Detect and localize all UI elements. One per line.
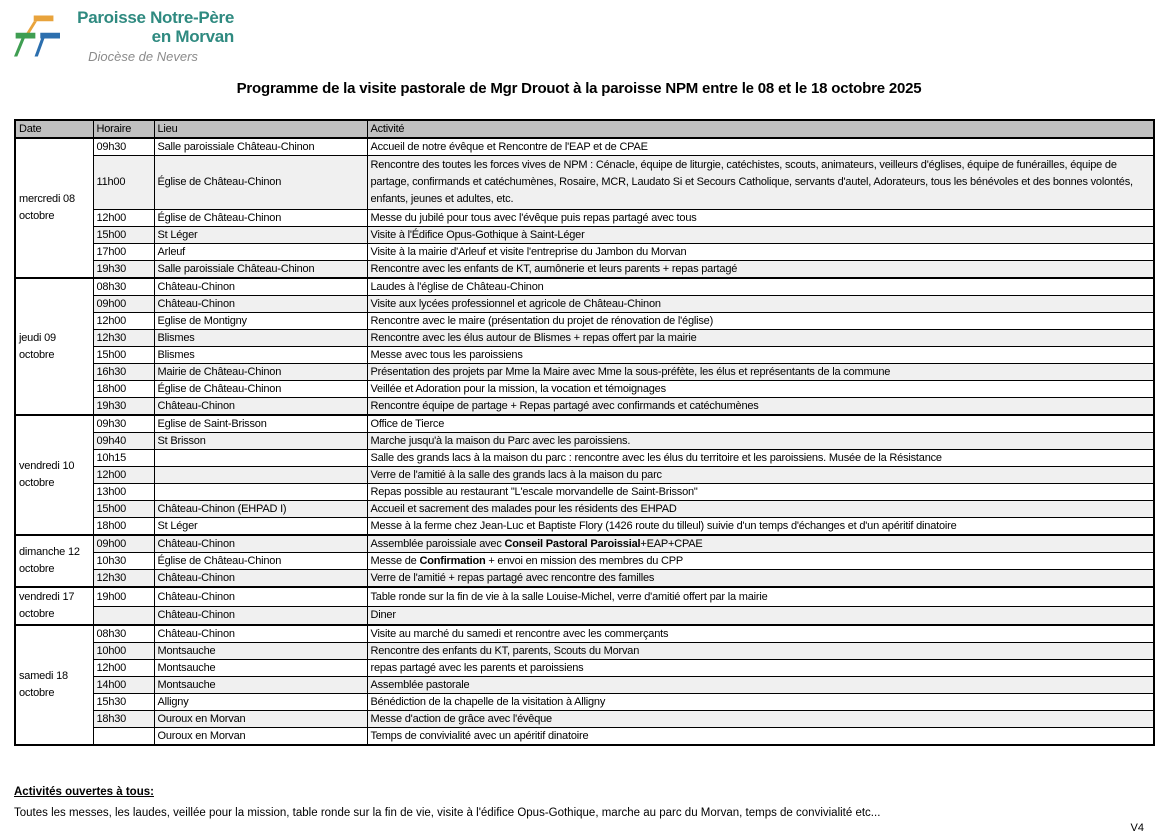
activity-cell: Rencontre des enfants du KT, parents, Scouts du Morvan bbox=[367, 643, 1154, 660]
time-cell: 09h00 bbox=[93, 296, 154, 313]
table-row bbox=[15, 450, 1154, 467]
table-row bbox=[15, 518, 1154, 536]
table-row bbox=[15, 625, 1154, 643]
activity-cell: repas partagé avec les parents et paroissiens bbox=[367, 660, 1154, 677]
activity-cell: Visite à la mairie d'Arleuf et visite l'entreprise du Jambon du Morvan bbox=[367, 244, 1154, 261]
time-cell: 15h00 bbox=[93, 227, 154, 244]
place-cell: Salle paroissiale Château-Chinon bbox=[154, 261, 367, 279]
time-cell: 13h00 bbox=[93, 484, 154, 501]
time-cell: 19h30 bbox=[93, 261, 154, 279]
col-header-lieu: Lieu bbox=[154, 120, 367, 138]
table-row bbox=[15, 210, 1154, 227]
place-cell: Mairie de Château-Chinon bbox=[154, 364, 367, 381]
table-row bbox=[15, 484, 1154, 501]
place-cell: Château-Chinon bbox=[154, 278, 367, 296]
place-cell: Château-Chinon bbox=[154, 296, 367, 313]
activity-cell: Laudes à l'église de Château-Chinon bbox=[367, 278, 1154, 296]
time-cell bbox=[93, 606, 154, 625]
schedule-table bbox=[14, 119, 1155, 746]
date-cell: vendredi 10 octobre bbox=[15, 415, 93, 535]
table-row bbox=[15, 278, 1154, 296]
time-cell: 12h00 bbox=[93, 210, 154, 227]
activity-cell: Accueil et sacrement des malades pour les résidents des EHPAD bbox=[367, 501, 1154, 518]
place-cell: Église de Château-Chinon bbox=[154, 381, 367, 398]
place-cell bbox=[154, 467, 367, 484]
date-cell: dimanche 12 octobre bbox=[15, 535, 93, 587]
table-row bbox=[15, 467, 1154, 484]
table-row bbox=[15, 501, 1154, 518]
place-cell: Montsauche bbox=[154, 643, 367, 660]
place-cell: Eglise de Montigny bbox=[154, 313, 367, 330]
table-row bbox=[15, 347, 1154, 364]
place-cell: St Brisson bbox=[154, 433, 367, 450]
date-group bbox=[15, 278, 1154, 415]
place-cell: St Léger bbox=[154, 518, 367, 536]
table-row bbox=[15, 138, 1154, 156]
place-cell: Arleuf bbox=[154, 244, 367, 261]
date-group bbox=[15, 138, 1154, 278]
time-cell: 11h00 bbox=[93, 156, 154, 210]
activity-cell: Messe avec tous les paroissiens bbox=[367, 347, 1154, 364]
date-cell: jeudi 09 octobre bbox=[15, 278, 93, 415]
time-cell: 10h30 bbox=[93, 553, 154, 570]
table-row bbox=[15, 313, 1154, 330]
activity-cell: Rencontre équipe de partage + Repas partagé avec confirmands et catéchumènes bbox=[367, 398, 1154, 416]
parish-logo bbox=[12, 6, 252, 68]
time-cell: 09h30 bbox=[93, 138, 154, 156]
parish-name-line2: en Morvan bbox=[151, 27, 234, 46]
table-row bbox=[15, 398, 1154, 416]
place-cell: Église de Château-Chinon bbox=[154, 210, 367, 227]
place-cell bbox=[154, 450, 367, 467]
activity-cell: Rencontre avec les élus autour de Blismes + repas offert par la mairie bbox=[367, 330, 1154, 347]
activity-cell: Rencontre avec le maire (présentation du projet de rénovation de l'église) bbox=[367, 313, 1154, 330]
place-cell: Eglise de Saint-Brisson bbox=[154, 415, 367, 433]
place-cell: Château-Chinon bbox=[154, 570, 367, 588]
activity-cell: Accueil de notre évêque et Rencontre de l'EAP et de CPAE bbox=[367, 138, 1154, 156]
time-cell: 09h30 bbox=[93, 415, 154, 433]
time-cell: 12h00 bbox=[93, 467, 154, 484]
place-cell: Château-Chinon bbox=[154, 398, 367, 416]
table-row bbox=[15, 553, 1154, 570]
table-row bbox=[15, 244, 1154, 261]
place-cell: Château-Chinon bbox=[154, 587, 367, 606]
time-cell: 09h00 bbox=[93, 535, 154, 553]
col-header-horaire: Horaire bbox=[93, 120, 154, 138]
time-cell: 08h30 bbox=[93, 625, 154, 643]
time-cell: 09h40 bbox=[93, 433, 154, 450]
table-row bbox=[15, 364, 1154, 381]
table-row bbox=[15, 677, 1154, 694]
table-row bbox=[15, 660, 1154, 677]
activity-cell: Assemblée paroissiale avec Conseil Pastoral Paroissial+EAP+CPAE bbox=[367, 535, 1154, 553]
time-cell: 15h30 bbox=[93, 694, 154, 711]
activity-cell: Assemblée pastorale bbox=[367, 677, 1154, 694]
activity-cell: Repas possible au restaurant "L'escale morvandelle de Saint-Brisson" bbox=[367, 484, 1154, 501]
time-cell: 10h00 bbox=[93, 643, 154, 660]
activity-cell: Marche jusqu'à la maison du Parc avec les paroissiens. bbox=[367, 433, 1154, 450]
time-cell: 19h00 bbox=[93, 587, 154, 606]
table-row bbox=[15, 711, 1154, 728]
table-row bbox=[15, 261, 1154, 279]
time-cell: 15h00 bbox=[93, 501, 154, 518]
date-cell: vendredi 17 octobre bbox=[15, 587, 93, 625]
date-group bbox=[15, 415, 1154, 535]
activity-cell: Visite à l'Édifice Opus-Gothique à Saint-Léger bbox=[367, 227, 1154, 244]
footer-heading: Activités ouvertes à tous: bbox=[14, 786, 154, 798]
table-row bbox=[15, 694, 1154, 711]
activity-cell: Rencontre avec les enfants de KT, aumônerie et leurs parents + repas partagé bbox=[367, 261, 1154, 279]
place-cell: Ouroux en Morvan bbox=[154, 711, 367, 728]
activity-cell: Rencontre des toutes les forces vives de NPM : Cénacle, équipe de liturgie, catéchistes, scouts, animateurs, veilleurs d'églises, équipe de funérailles, équipe de partage, confirmands et catéchumènes, Rosaire, MCR, Laudato Si et Secours Catholique, servants d'autel, Adorateurs, tous les bénévoles et des bonnes volontés, enfants, jeunes et adultes, etc. bbox=[367, 156, 1154, 210]
diocese-subtitle: Diocèse de Nevers bbox=[88, 49, 198, 64]
place-cell bbox=[154, 484, 367, 501]
time-cell: 18h00 bbox=[93, 381, 154, 398]
activity-cell: Visite au marché du samedi et rencontre avec les commerçants bbox=[367, 625, 1154, 643]
place-cell: Alligny bbox=[154, 694, 367, 711]
table-row bbox=[15, 330, 1154, 347]
table-row bbox=[15, 415, 1154, 433]
time-cell: 12h00 bbox=[93, 313, 154, 330]
activity-cell: Verre de l'amitié à la salle des grands lacs à la maison du parc bbox=[367, 467, 1154, 484]
time-cell: 08h30 bbox=[93, 278, 154, 296]
place-cell: Ouroux en Morvan bbox=[154, 728, 367, 746]
place-cell: Château-Chinon (EHPAD I) bbox=[154, 501, 367, 518]
activity-cell: Messe du jubilé pour tous avec l'évêque puis repas partagé avec tous bbox=[367, 210, 1154, 227]
place-cell: Blismes bbox=[154, 330, 367, 347]
activity-cell: Salle des grands lacs à la maison du parc : rencontre avec les élus du territoire et les paroissiens. Musée de la Résistance bbox=[367, 450, 1154, 467]
footer-text: Toutes les messes, les laudes, veillée pour la mission, table ronde sur la fin de vie, visite à l'édifice Opus-Gothique, marche au parc du Morvan, temps de convivialité etc... bbox=[14, 807, 881, 819]
table-row bbox=[15, 643, 1154, 660]
date-cell: mercredi 08 octobre bbox=[15, 138, 93, 278]
activity-cell: Messe d'action de grâce avec l'évêque bbox=[367, 711, 1154, 728]
place-cell: Château-Chinon bbox=[154, 606, 367, 625]
table-row bbox=[15, 227, 1154, 244]
table-row bbox=[15, 570, 1154, 588]
place-cell: Montsauche bbox=[154, 677, 367, 694]
page-title: Programme de la visite pastorale de Mgr Drouot à la paroisse NPM entre le 08 et le 18 octobre 2025 bbox=[236, 80, 922, 97]
date-cell: samedi 18 octobre bbox=[15, 625, 93, 745]
time-cell: 17h00 bbox=[93, 244, 154, 261]
date-group bbox=[15, 625, 1154, 745]
parish-name-line1: Paroisse Notre-Père bbox=[77, 8, 234, 27]
date-group bbox=[15, 587, 1154, 625]
place-cell: Salle paroissiale Château-Chinon bbox=[154, 138, 367, 156]
table-row bbox=[15, 587, 1154, 606]
time-cell: 19h30 bbox=[93, 398, 154, 416]
place-cell: Blismes bbox=[154, 347, 367, 364]
activity-cell: Présentation des projets par Mme la Maire avec Mme la sous-préfète, les élus et représentants de la commune bbox=[367, 364, 1154, 381]
time-cell: 15h00 bbox=[93, 347, 154, 364]
col-header-activite: Activité bbox=[367, 120, 1154, 138]
time-cell: 12h00 bbox=[93, 660, 154, 677]
date-group bbox=[15, 535, 1154, 587]
place-cell: St Léger bbox=[154, 227, 367, 244]
table-row bbox=[15, 728, 1154, 746]
place-cell: Château-Chinon bbox=[154, 625, 367, 643]
activity-cell: Bénédiction de la chapelle de la visitation à Alligny bbox=[367, 694, 1154, 711]
activity-cell: Verre de l'amitié + repas partagé avec rencontre des familles bbox=[367, 570, 1154, 588]
activity-cell: Visite aux lycées professionnel et agricole de Château-Chinon bbox=[367, 296, 1154, 313]
place-cell: Église de Château-Chinon bbox=[154, 553, 367, 570]
table-row bbox=[15, 156, 1154, 210]
activity-cell: Office de Tierce bbox=[367, 415, 1154, 433]
time-cell: 12h30 bbox=[93, 330, 154, 347]
table-row bbox=[15, 433, 1154, 450]
col-header-date: Date bbox=[15, 120, 93, 138]
table-row bbox=[15, 606, 1154, 625]
time-cell: 14h00 bbox=[93, 677, 154, 694]
activity-cell: Temps de convivialité avec un apéritif dinatoire bbox=[367, 728, 1154, 746]
time-cell: 18h30 bbox=[93, 711, 154, 728]
table-row bbox=[15, 535, 1154, 553]
version-label: V4 bbox=[1130, 822, 1144, 834]
table-row bbox=[15, 381, 1154, 398]
activity-cell: Messe de Confirmation + envoi en mission des membres du CPP bbox=[367, 553, 1154, 570]
activity-cell: Messe à la ferme chez Jean-Luc et Baptiste Flory (1426 route du tilleul) suivie d'un temps d'échanges et d'un apéritif dinatoire bbox=[367, 518, 1154, 536]
time-cell: 18h00 bbox=[93, 518, 154, 536]
place-cell: Église de Château-Chinon bbox=[154, 156, 367, 210]
place-cell: Montsauche bbox=[154, 660, 367, 677]
time-cell: 16h30 bbox=[93, 364, 154, 381]
time-cell: 10h15 bbox=[93, 450, 154, 467]
activity-cell: Table ronde sur la fin de vie à la salle Louise-Michel, verre d'amitié offert par la mairie bbox=[367, 587, 1154, 606]
table-row bbox=[15, 296, 1154, 313]
place-cell: Château-Chinon bbox=[154, 535, 367, 553]
table-header bbox=[15, 120, 1154, 138]
time-cell bbox=[93, 728, 154, 746]
activity-cell: Veillée et Adoration pour la mission, la vocation et témoignages bbox=[367, 381, 1154, 398]
activity-cell: Diner bbox=[367, 606, 1154, 625]
time-cell: 12h30 bbox=[93, 570, 154, 588]
